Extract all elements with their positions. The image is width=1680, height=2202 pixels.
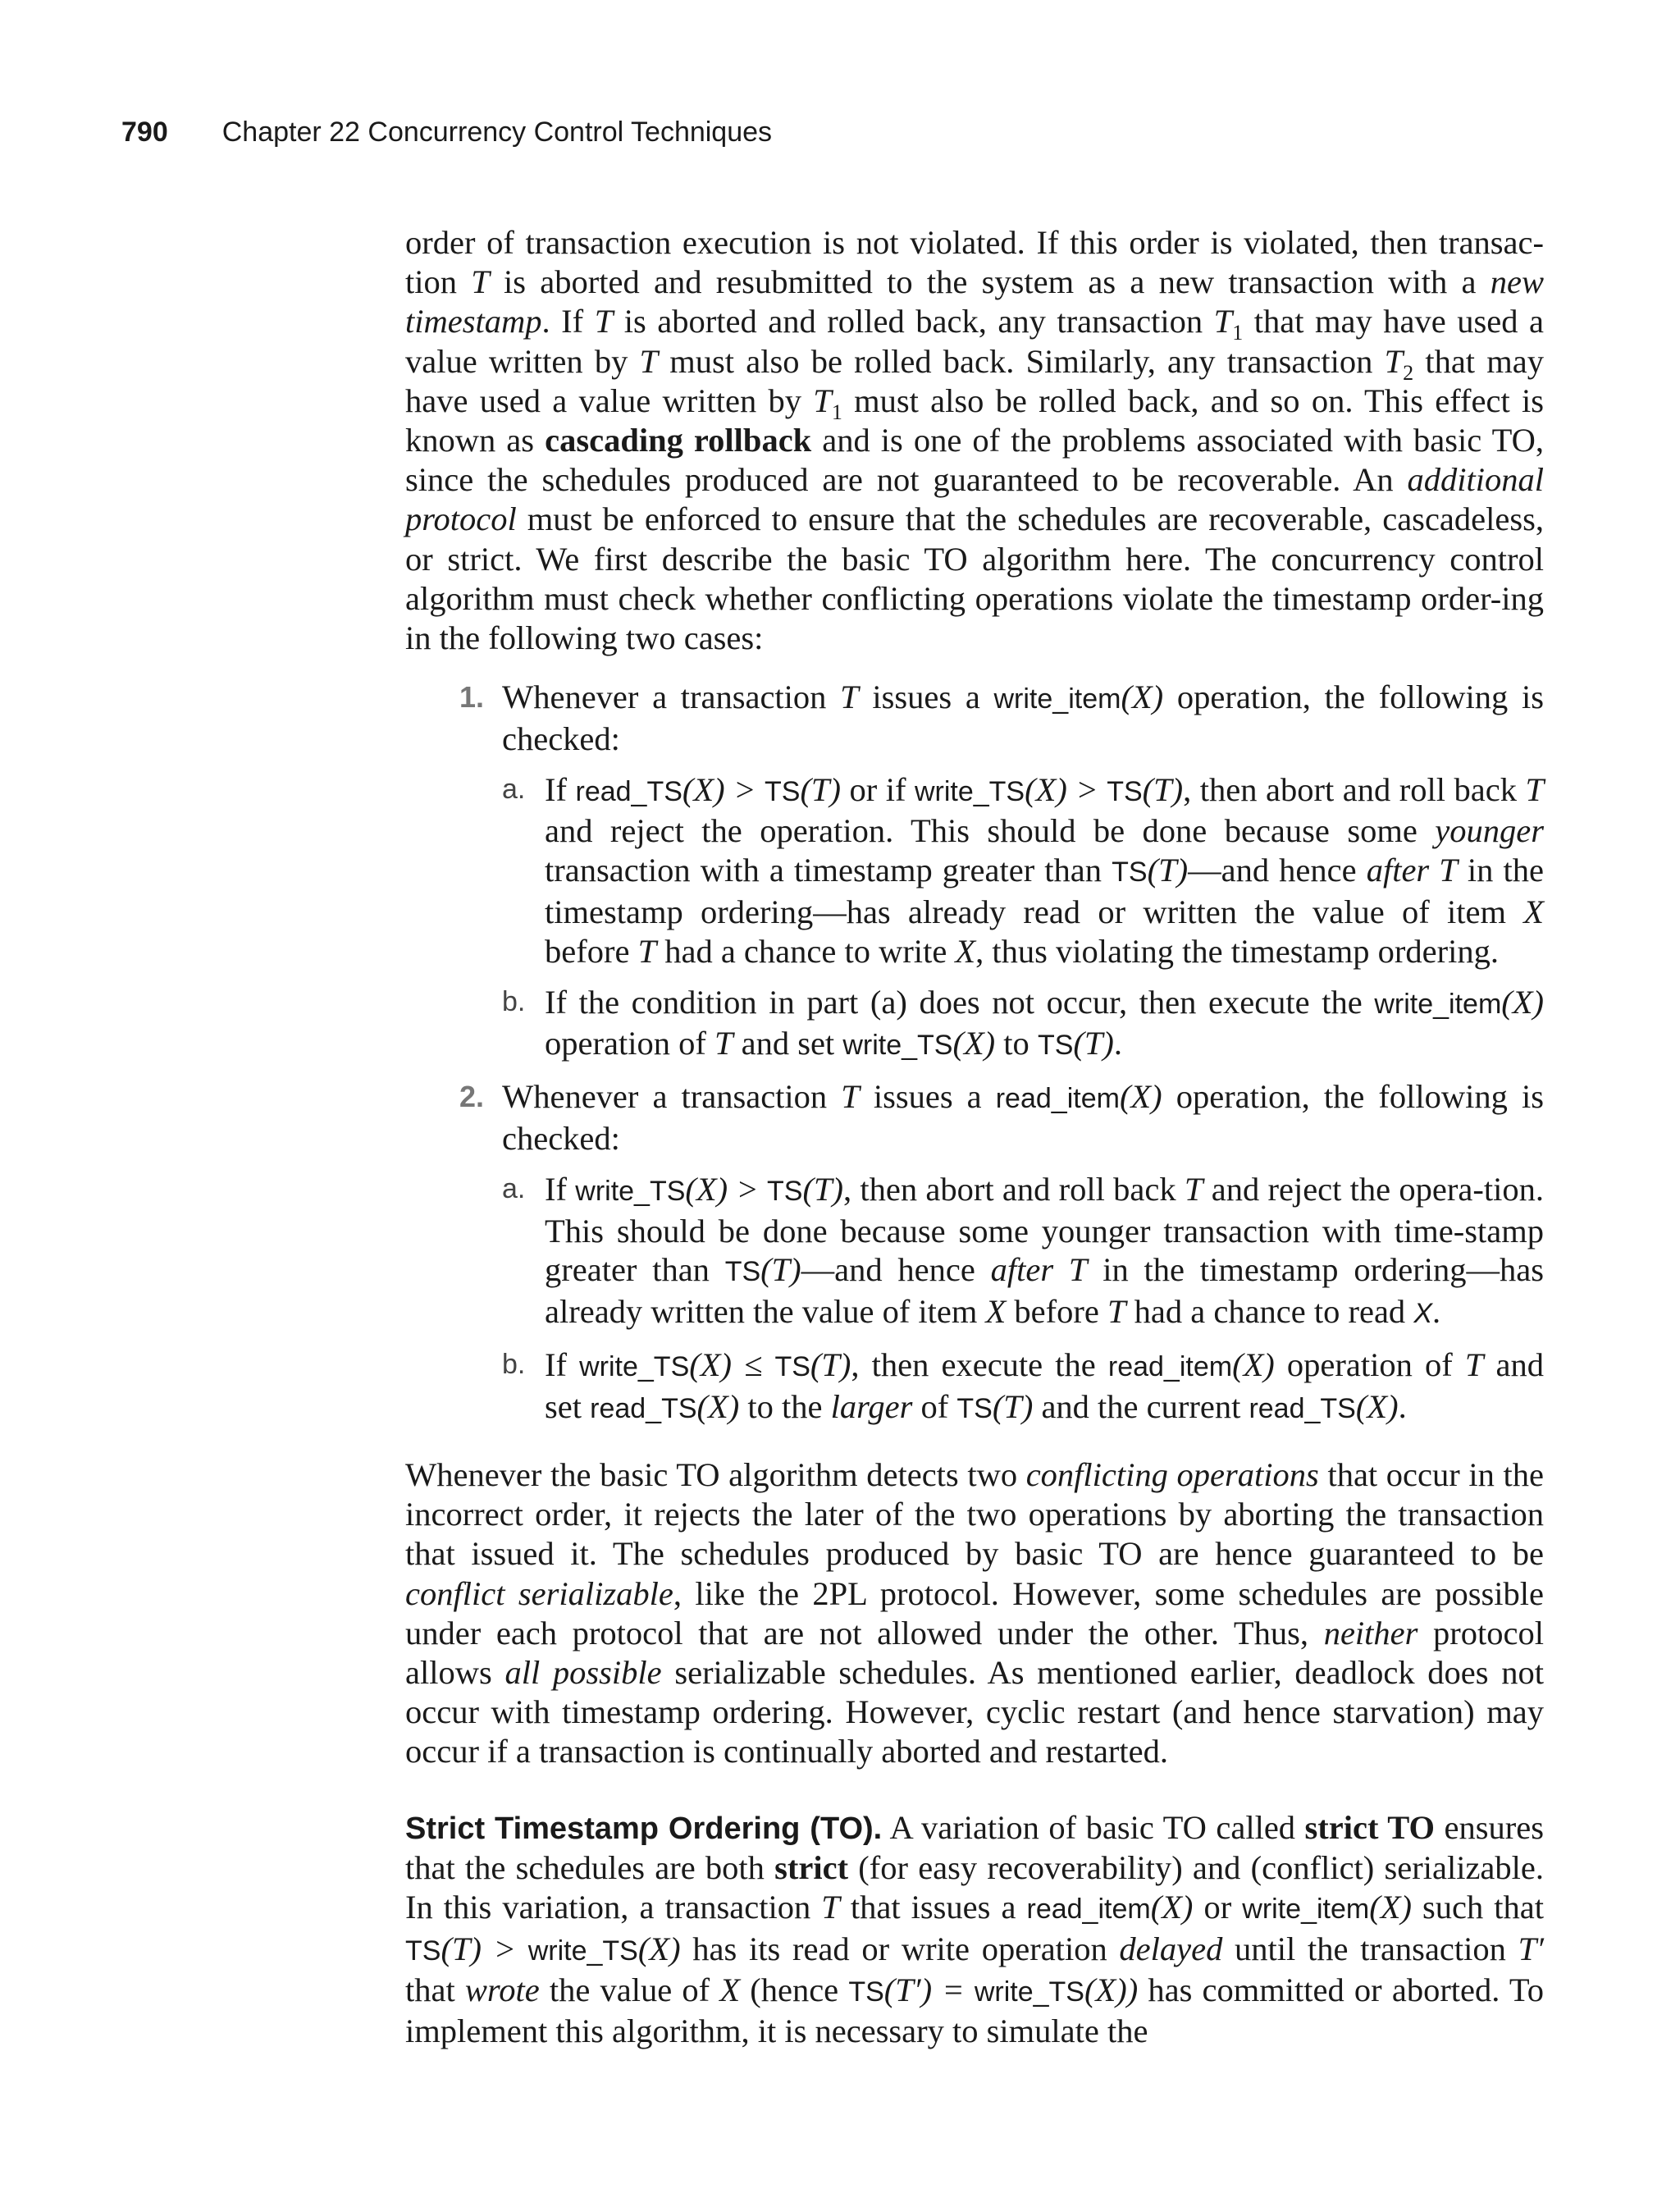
list-number-1: 1. (459, 680, 485, 714)
list-item-1b: b. If the condition in part (a) does not occur, then execute the write_item(X) operation of T and set write_TS(X) to TS(T). (502, 983, 1544, 1062)
term-cascading-rollback: cascading rollback (545, 422, 812, 459)
sub-letter-1a: a. (502, 773, 526, 805)
sub-letter-2a: a. (502, 1172, 526, 1204)
numbered-list (459, 678, 1544, 1429)
chapter-title: Chapter 22 Concurrency Control Techniques (221, 116, 773, 148)
paragraph-3: Strict Timestamp Ordering (TO). A variation of basic TO called strict TO ensures that the schedules are both strict (for easy recoverability) and (conflict) serializable. In this variation, a transaction T that issues a read_item(X) or write_item(X) such that TS(T) > write_TS(X) has its read or write operation delayed until the transaction T′ that wrote the value of X (hence TS(T′) = write_TS(X)) has committed or aborted. To implement this algorithm, it is necessary to simulate the (405, 1809, 1545, 2050)
list-number-2: 2. (459, 1080, 485, 1114)
page-number: 790 (121, 116, 168, 148)
list-item-1a: a. If read_TS(X) > TS(T) or if write_TS(X) > TS(T), then abort and roll back T and reject the operation. This should be done because some younger transaction with a timestamp greater than TS(T)—and hence after T in the timestamp ordering—has already read or written the value of item X before T had a chance to write X, thus violating the timestamp ordering. (502, 770, 1545, 970)
paragraph-1: order of transaction execution is not violated. If this order is violated, then transac-tion T is aborted and resubmitted to the system as a new transaction with a new timestamp. If T is aborted and rolled back, any transaction $T_1$ that may have used a value written by T must also be rolled back. Similarly, any transaction $T_2$ that may have used a value written by $T_1$ must also be rolled back, and so on. This effect is known as cascading rollback and is one of the problems associated with basic TO, since the schedules produced are not guaranteed to be recoverable. An additional protocol must be enforced to ensure that the schedules are recoverable, cascadeless, or strict. We first describe the basic TO algorithm here. The concurrency control algorithm must check whether conflicting operations violate the timestamp order-ing in the following two cases: (405, 224, 1544, 657)
section-heading: Strict Timestamp Ordering (TO). (405, 1811, 883, 1846)
sub-letter-1b: b. (502, 985, 526, 1017)
paragraph-intro (405, 223, 1544, 658)
paragraph-2: Whenever the basic TO algorithm detects two conflicting operations that occur in the incorrect order, it rejects the later of the two operations by aborting the transaction that issued it. The schedules produced by basic TO are hence guaranteed to be conflict serializable, like the 2PL protocol. However, some schedules are possible under each protocol that are not allowed under the other. Thus, neither protocol allows all possible serializable schedules. As mentioned earlier, deadlock does not occur with timestamp ordering. However, cyclic restart (and hence starvation) may occur if a transaction is continually aborted and restarted. (405, 1456, 1545, 1770)
list-item-2a: a. If write_TS(X) > TS(T), then abort and roll back T and reject the opera-tion. This should be done because some younger transaction with time-stamp greater than TS(T)—and hence after T in the timestamp ordering—has already written the value of item X before T had a chance to read X. (502, 1170, 1545, 1331)
sub-letter-2b: b. (502, 1348, 526, 1380)
page-header (121, 116, 772, 158)
list-item-2: 2. Whenever a transaction T issues a read_item(X) operation, the following is checked: (459, 1078, 1544, 1157)
list-item-2b: b. If write_TS(X) ≤ TS(T), then execute the read_item(X) operation of T and set read_TS(X) to the larger of TS(T) and the current read_TS(X). (502, 1345, 1544, 1425)
list-item-1: 1. Whenever a transaction T issues a write_item(X) operation, the following is checked: (459, 678, 1544, 757)
